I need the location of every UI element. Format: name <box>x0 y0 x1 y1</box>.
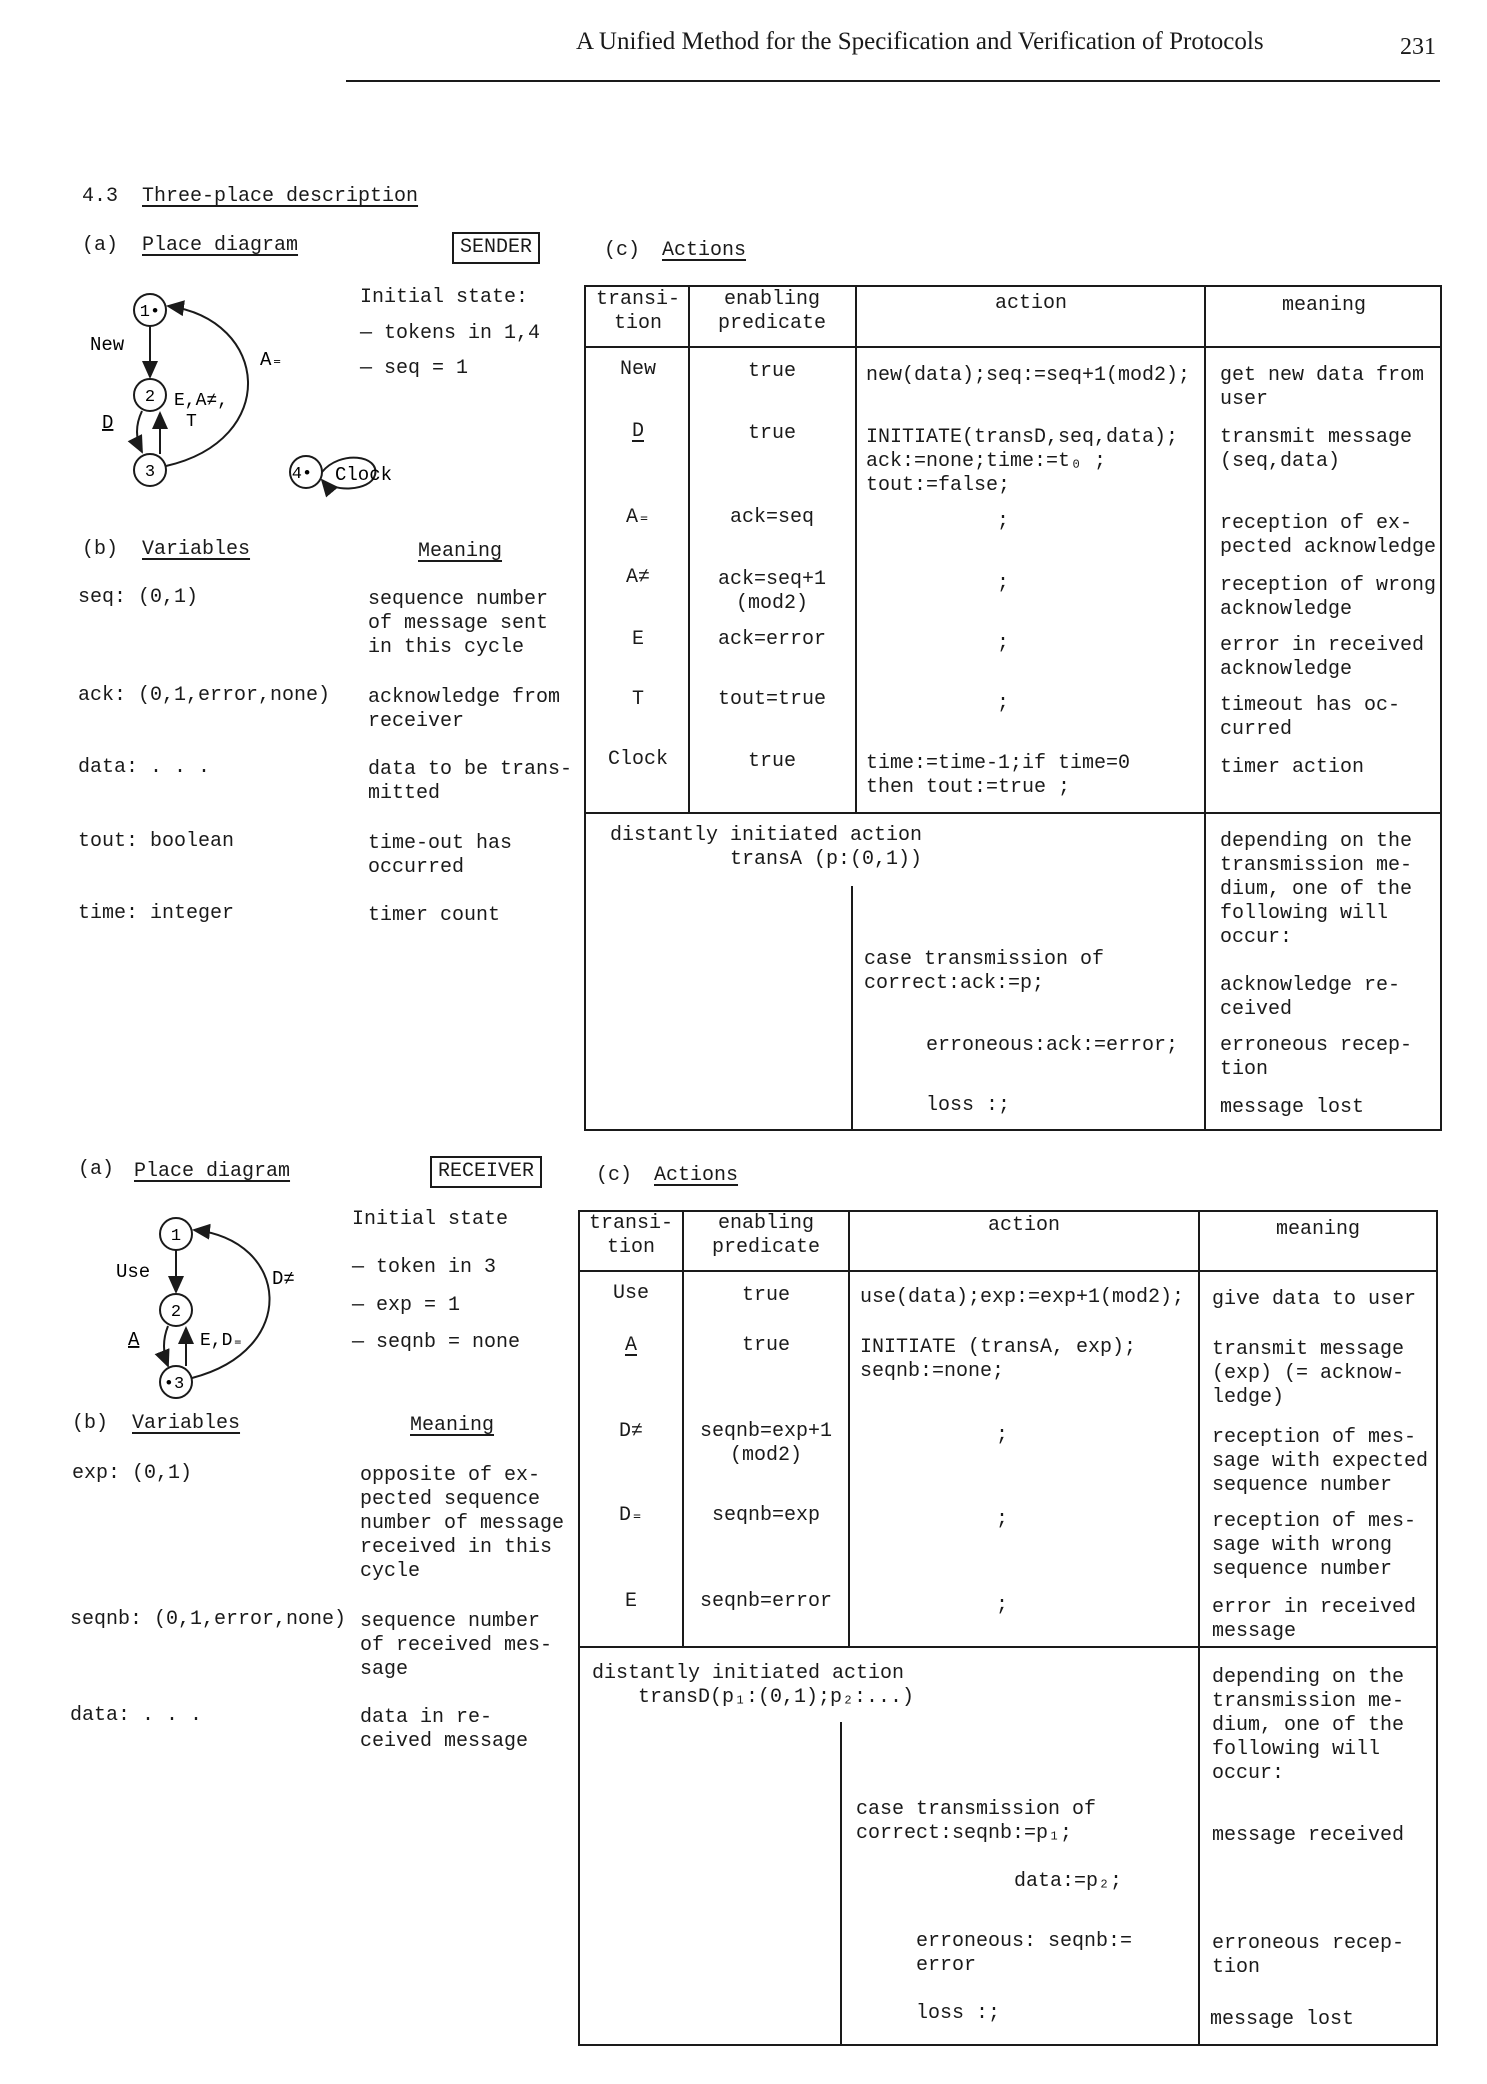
sender-row-meaning: error in received acknowledge <box>1220 634 1425 681</box>
table-rule <box>1204 285 1206 1131</box>
sender-distant-signature: transA (p:(0,1)) <box>730 848 923 871</box>
receiver-label-use: Use <box>116 1261 151 1283</box>
sender-var-meaning: time-out has occurred <box>368 832 513 879</box>
sender-row-transition: T <box>631 688 644 711</box>
receiver-case-meaning: message received <box>1212 1824 1405 1847</box>
receiver-initial-state-title: Initial state <box>352 1208 509 1231</box>
receiver-label-p2: 2 <box>170 1303 182 1322</box>
table-rule <box>688 285 690 813</box>
sender-row-transition: A₌ <box>625 506 651 529</box>
sender-row-predicate: ack=seq+1 (mod2) <box>717 568 827 615</box>
sender-th-meaning: meaning <box>1281 294 1366 317</box>
sender-label-e-a-neq: E,A≠, <box>174 391 229 411</box>
sender-var-name: seq: (0,1) <box>78 586 199 609</box>
page-number: 231 <box>1400 34 1436 60</box>
receiver-distant-meaning: depending on the transmission me- dium, one of the following will occur: <box>1212 1666 1405 1785</box>
sender-row-predicate: ack=seq <box>729 506 814 529</box>
sender-actions-title: Actions <box>662 239 747 262</box>
receiver-label-p1: 1 <box>170 1227 182 1246</box>
receiver-th-transition: transi- tion <box>588 1212 673 1259</box>
receiver-arc-d-neq <box>192 1230 270 1378</box>
sender-label-p4: 4• <box>291 465 313 484</box>
table-rule <box>848 1210 850 1647</box>
sender-row-meaning: transmit message (seq,data) <box>1220 426 1413 473</box>
receiver-var-meaning: opposite of ex- pected sequence number of message received in this cycle <box>360 1464 565 1583</box>
receiver-row-action: ; <box>995 1424 1008 1447</box>
receiver-case-action: erroneous: seqnb:= error <box>916 1930 1133 1977</box>
receiver-role-box: RECEIVER <box>430 1156 542 1188</box>
receiver-var-name: data: . . . <box>70 1704 203 1727</box>
header-rule <box>346 80 1440 82</box>
receiver-row-predicate: seqnb=exp <box>711 1504 821 1527</box>
receiver-var-name: exp: (0,1) <box>72 1462 193 1485</box>
sender-th-predicate: enabling predicate <box>717 288 827 335</box>
table-rule <box>584 346 1442 348</box>
sender-label-d: D <box>102 412 114 434</box>
sender-variables-title: Variables <box>142 538 251 561</box>
sender-row-meaning: timer action <box>1220 756 1365 779</box>
sender-th-action: action <box>994 292 1067 315</box>
table-rule <box>1198 1210 1200 2046</box>
sender-distant-title: distantly initiated action <box>610 824 923 847</box>
receiver-row-transition: Use <box>612 1282 649 1305</box>
sender-label-c: (c) <box>604 239 641 262</box>
sender-row-predicate: tout=true <box>717 688 827 711</box>
receiver-initial-state-line1: — token in 3 <box>352 1256 497 1279</box>
sender-row-meaning: timeout has oc- curred <box>1220 694 1401 741</box>
sender-var-meaning: timer count <box>368 904 501 927</box>
sender-meaning-title: Meaning <box>418 540 503 563</box>
sender-row-transition: New <box>619 358 656 381</box>
receiver-place-diagram <box>100 1200 320 1410</box>
table-rule <box>584 812 1442 814</box>
sender-var-meaning: sequence number of message sent in this cycle <box>368 588 549 659</box>
receiver-var-meaning: data in re- ceived message <box>360 1706 529 1753</box>
receiver-place-diagram-title: Place diagram <box>134 1160 291 1183</box>
table-rule <box>855 285 857 813</box>
sender-row-transition: D <box>631 420 644 443</box>
sender-var-meaning: acknowledge from receiver <box>368 686 561 733</box>
receiver-row-predicate: true <box>741 1334 790 1357</box>
sender-row-meaning: reception of ex- pected acknowledge <box>1220 512 1437 559</box>
receiver-label-p3: •3 <box>163 1375 185 1394</box>
section-number: 4.3 <box>82 185 119 208</box>
sender-label-p1: 1• <box>139 303 161 322</box>
sender-th-transition: transi- tion <box>595 288 680 335</box>
sender-case-meaning: message lost <box>1220 1096 1365 1119</box>
sender-row-predicate: true <box>747 360 796 383</box>
sender-row-action: ; <box>996 510 1009 533</box>
sender-label-new: New <box>90 334 125 356</box>
sender-row-transition: A≠ <box>625 566 650 589</box>
sender-label-a-eq: A₌ <box>260 349 283 371</box>
receiver-row-action: ; <box>995 1594 1008 1617</box>
receiver-label-a: (a) <box>78 1158 115 1181</box>
sender-var-name: tout: boolean <box>78 830 235 853</box>
receiver-row-predicate: seqnb=exp+1 (mod2) <box>699 1420 833 1467</box>
sender-row-action: new(data);seq:=seq+1(mod2); <box>866 364 1191 387</box>
sender-label-t: T <box>186 412 197 432</box>
receiver-row-predicate: seqnb=error <box>699 1590 833 1613</box>
sender-row-action: INITIATE(transD,seq,data); ack:=none;time:=t₀ ; tout:=false; <box>866 426 1179 497</box>
receiver-variables-title: Variables <box>132 1412 241 1435</box>
receiver-row-meaning: give data to user <box>1212 1288 1417 1311</box>
sender-initial-state-title: Initial state: <box>360 286 529 309</box>
section-title: Three-place description <box>142 185 419 208</box>
sender-var-name: data: . . . <box>78 756 211 779</box>
receiver-distant-title: distantly initiated action <box>592 1662 905 1685</box>
receiver-row-meaning: transmit message (exp) (= acknow- ledge) <box>1212 1338 1405 1409</box>
sender-case-action: loss :; <box>926 1094 1011 1117</box>
sender-row-action: ; <box>996 572 1009 595</box>
receiver-label-d-neq: D≠ <box>272 1268 295 1290</box>
receiver-initial-state-line3: — seqnb = none <box>352 1331 521 1354</box>
receiver-th-meaning: meaning <box>1275 1218 1360 1241</box>
sender-row-action: ; <box>996 632 1009 655</box>
sender-var-meaning: data to be trans- mitted <box>368 758 573 805</box>
sender-var-name: time: integer <box>78 902 235 925</box>
table-rule <box>578 1646 1438 1648</box>
receiver-row-meaning: error in received message <box>1212 1596 1417 1643</box>
table-rule <box>578 1270 1438 1272</box>
table-rule <box>840 1722 842 2046</box>
sender-row-predicate: true <box>747 422 796 445</box>
receiver-row-transition: A <box>624 1334 637 1357</box>
sender-row-meaning: reception of wrong acknowledge <box>1220 574 1437 621</box>
sender-label-p2: 2 <box>144 388 156 407</box>
sender-case-meaning: erroneous recep- tion <box>1220 1034 1413 1081</box>
receiver-label-e-d-eq: E,D₌ <box>200 1331 244 1351</box>
sender-initial-state-line2: — seq = 1 <box>360 357 469 380</box>
sender-place-diagram-title: Place diagram <box>142 234 299 257</box>
receiver-row-action: use(data);exp:=exp+1(mod2); <box>860 1286 1185 1309</box>
receiver-label-c: (c) <box>596 1164 633 1187</box>
receiver-var-name: seqnb: (0,1,error,none) <box>70 1608 347 1631</box>
sender-case-action: case transmission of correct:ack:=p; <box>864 948 1105 995</box>
sender-place-diagram <box>70 280 400 510</box>
sender-row-action: time:=time-1;if time=0 then tout:=true ; <box>866 752 1131 799</box>
receiver-row-transition: D≠ <box>618 1420 643 1443</box>
receiver-row-transition: E <box>624 1590 637 1613</box>
sender-row-predicate: ack=error <box>717 628 827 651</box>
receiver-row-transition: D₌ <box>618 1504 644 1527</box>
receiver-row-meaning: reception of mes- sage with wrong sequence number <box>1212 1510 1417 1581</box>
sender-row-transition: Clock <box>607 748 668 771</box>
receiver-actions-title: Actions <box>654 1164 739 1187</box>
sender-case-action: erroneous:ack:=error; <box>926 1034 1179 1057</box>
sender-arc-d <box>137 411 142 452</box>
receiver-row-meaning: reception of mes- sage with expected sequence number <box>1212 1426 1429 1497</box>
receiver-row-action: INITIATE (transA, exp); seqnb:=none; <box>860 1336 1137 1383</box>
table-rule <box>682 1210 684 1647</box>
receiver-initial-state-line2: — exp = 1 <box>352 1294 461 1317</box>
receiver-arc-a <box>164 1326 168 1366</box>
sender-row-meaning: get new data from user <box>1220 364 1425 411</box>
running-header: A Unified Method for the Specification and Verification of Protocols <box>576 28 1264 55</box>
sender-label-p3: 3 <box>144 463 156 482</box>
receiver-var-meaning: sequence number of received mes- sage <box>360 1610 553 1681</box>
receiver-label-a: A <box>128 1329 140 1351</box>
sender-distant-meaning: depending on the transmission me- dium, one of the following will occur: <box>1220 830 1413 949</box>
receiver-th-action: action <box>987 1214 1060 1237</box>
sender-role-box: SENDER <box>452 232 540 264</box>
receiver-label-b: (b) <box>72 1412 109 1435</box>
sender-row-action: ; <box>996 692 1009 715</box>
sender-case-meaning: acknowledge re- ceived <box>1220 974 1401 1021</box>
sender-label-a: (a) <box>82 234 119 257</box>
table-rule <box>851 886 853 1130</box>
receiver-case-meaning: erroneous recep- tion <box>1212 1932 1405 1979</box>
sender-arc-a-eq <box>166 306 248 466</box>
receiver-case-action: case transmission of correct:seqnb:=p₁; <box>856 1798 1097 1845</box>
sender-row-predicate: true <box>747 750 796 773</box>
sender-label-b: (b) <box>82 538 119 561</box>
sender-var-name: ack: (0,1,error,none) <box>78 684 331 707</box>
receiver-case-action: loss :; <box>916 2002 1001 2025</box>
receiver-meaning-title: Meaning <box>410 1414 495 1437</box>
receiver-distant-signature: transD(p₁:(0,1);p₂:...) <box>638 1686 915 1709</box>
receiver-row-action: ; <box>995 1508 1008 1531</box>
sender-label-clock: Clock <box>334 464 392 486</box>
receiver-case-action: data:=p₂; <box>1014 1870 1123 1893</box>
sender-initial-state-line1: — tokens in 1,4 <box>360 322 541 345</box>
sender-row-transition: E <box>631 628 644 651</box>
receiver-row-predicate: true <box>741 1284 790 1307</box>
receiver-th-predicate: enabling predicate <box>711 1212 821 1259</box>
receiver-case-meaning: message lost <box>1210 2008 1355 2031</box>
